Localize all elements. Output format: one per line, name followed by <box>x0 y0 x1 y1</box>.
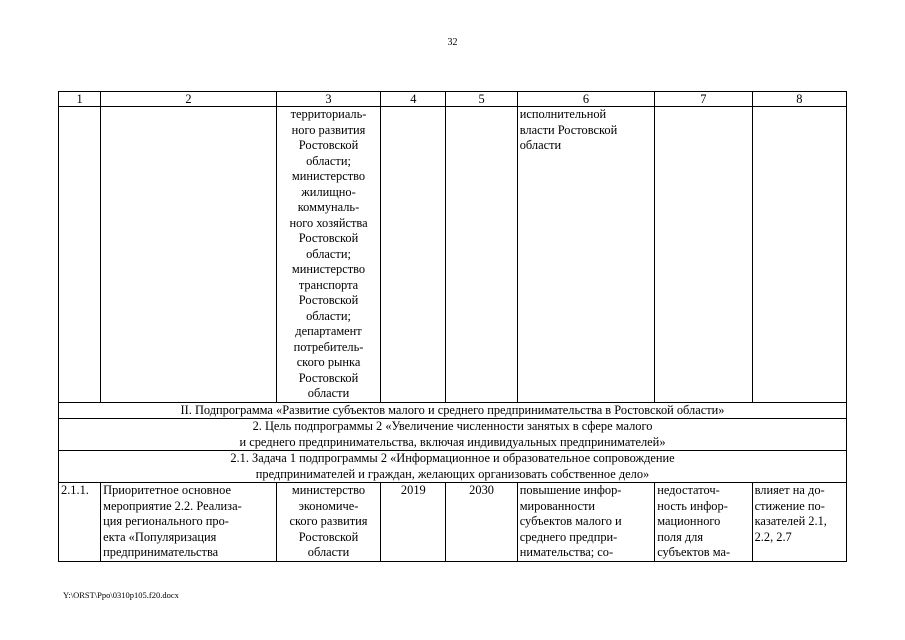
cont-cell-4 <box>381 107 446 403</box>
subprogram-row <box>59 402 847 419</box>
row-number-cell: 2.1.1. <box>59 483 101 562</box>
task-row <box>59 451 847 483</box>
page-number: 32 <box>447 37 458 48</box>
cont-cell-5 <box>446 107 517 403</box>
header-cell-1: 1 <box>59 92 101 107</box>
table-row <box>59 483 847 562</box>
header-cell-7: 7 <box>655 92 752 107</box>
goal-title: 2. Цель подпрограммы 2 «Увеличение численности занятых в сфере малого и среднего предпринимательства, включая индивидуальных предпринимателей» <box>59 419 847 451</box>
goal-row <box>59 419 847 451</box>
header-cell-3: 3 <box>276 92 380 107</box>
header-cell-6: 6 <box>517 92 655 107</box>
indicator-link-cell: влияет на до- стижение по- казателей 2.1, 2.2, 2.7 <box>752 483 846 562</box>
cont-cell-7 <box>655 107 752 403</box>
header-cell-5: 5 <box>446 92 517 107</box>
program-table <box>58 91 847 562</box>
header-cell-8: 8 <box>752 92 846 107</box>
start-year-cell: 2019 <box>381 483 446 562</box>
executor-cell: министерство экономиче- ского развития Ростовской области <box>276 483 380 562</box>
cont-cell-8 <box>752 107 846 403</box>
end-year-cell: 2030 <box>446 483 517 562</box>
measure-name-cell: Приоритетное основное мероприятие 2.2. Реализа- ция регионального про- екта «Популяризация предпринимательства <box>101 483 277 562</box>
continuation-row <box>59 107 847 403</box>
header-cell-2: 2 <box>101 92 277 107</box>
subprogram-title: II. Подпрограмма «Развитие субъектов малого и среднего предпринимательства в Ростовской области» <box>59 402 847 419</box>
header-cell-4: 4 <box>381 92 446 107</box>
footer-file-path: Y:\ORST\Ppo\0310p105.f20.docx <box>63 590 179 600</box>
cont-cell-1 <box>59 107 101 403</box>
cont-executors-cell: территориаль- ного развития Ростовской области; министерство жилищно- коммуналь- ного хозяйства Ростовской области; министерство транспорта Ростовской области; департамент потребитель- ского рынка Ростовской области <box>276 107 380 403</box>
task-title: 2.1. Задача 1 подпрограммы 2 «Информационное и образовательное сопровождение предпринимателей и граждан, желающих организовать собственное дело» <box>59 451 847 483</box>
expected-result-cell: повышение инфор- мированности субъектов малого и среднего предпри- нимательства; со- <box>517 483 655 562</box>
cont-cell-2 <box>101 107 277 403</box>
table-header-row <box>59 92 847 107</box>
cont-result-cell: исполнительной власти Ростовской области <box>517 107 655 403</box>
consequences-cell: недостаточ- ность инфор- мационного поля для субъектов ма- <box>655 483 752 562</box>
